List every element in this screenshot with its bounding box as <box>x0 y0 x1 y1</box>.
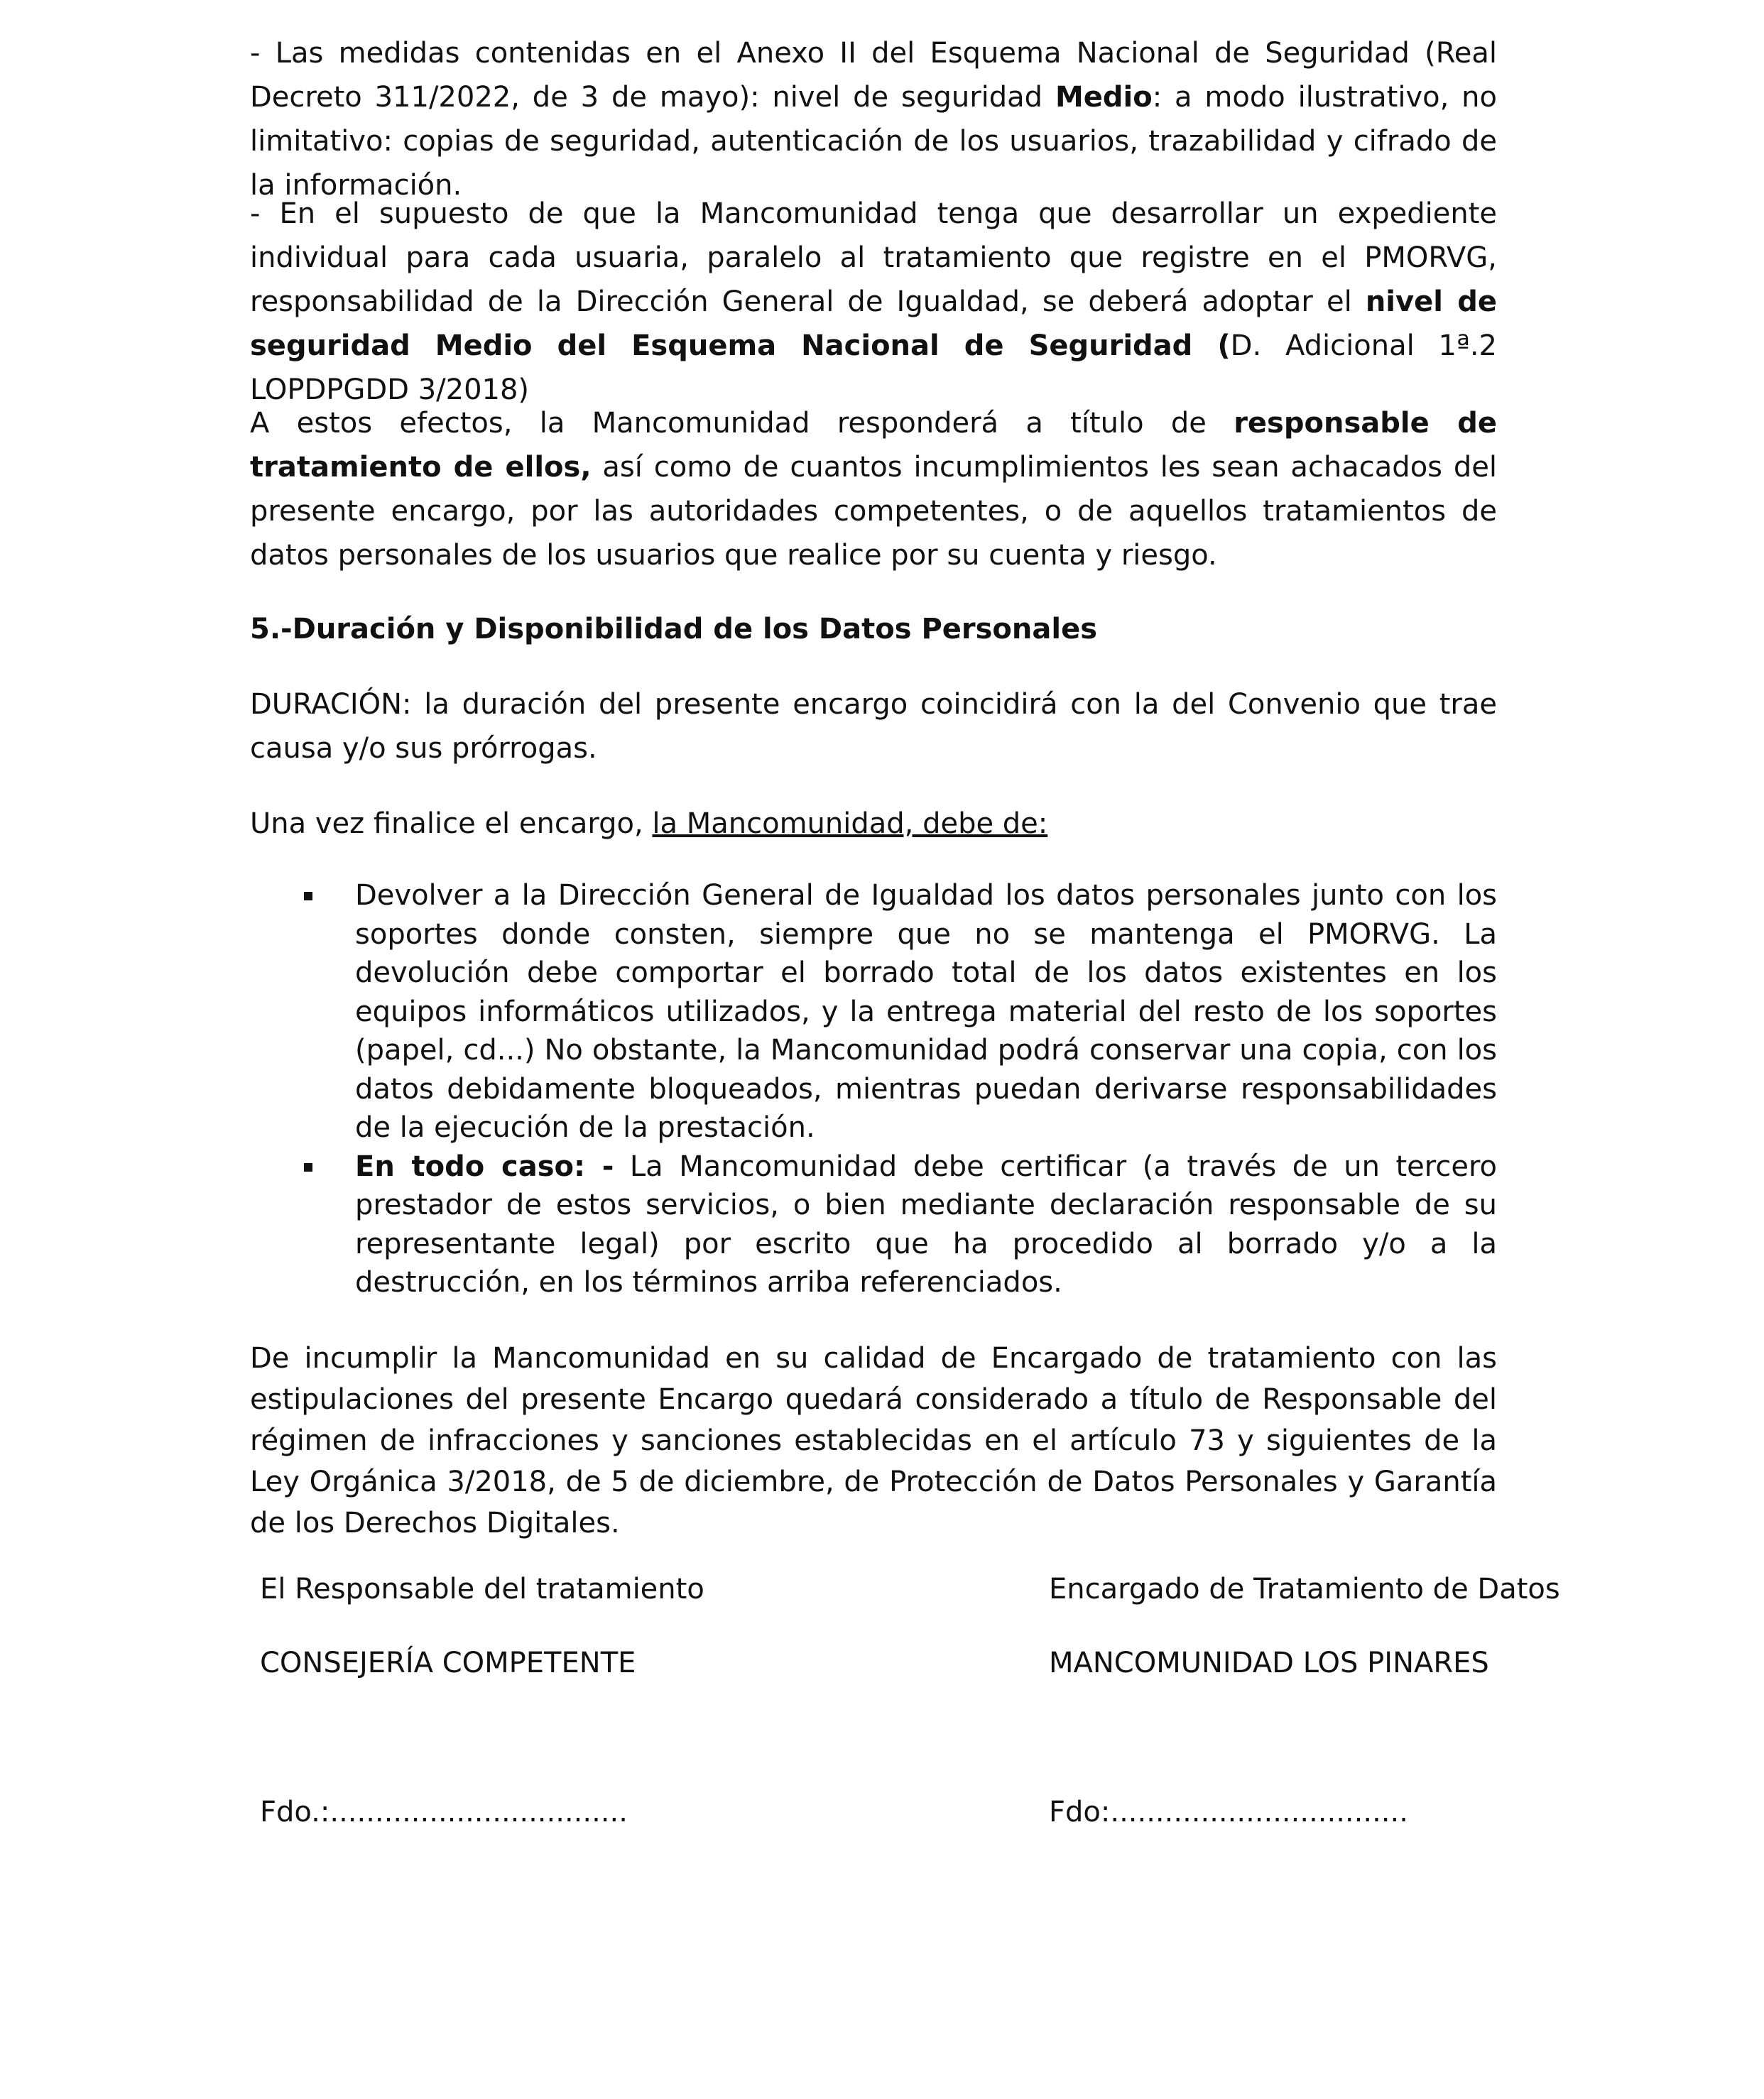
paragraph-breach: De incumplir la Mancomunidad en su calidad de Encargado de tratamiento con las estipulaciones del presente Encargo quedará considerado a título de Responsable del régimen de infracciones y sanciones establecidas en el artículo 73 y siguientes de la Ley Orgánica 3/2018, de 5 de diciembre, de Protección de Datos Personales y Garantía de los Derechos Digitales. <box>250 1342 1497 1539</box>
paragraph-responsibility: A estos efectos, la Mancomunidad responderá a título de responsable de tratamiento de ellos, así como de cuantos incumplimientos les sean achacados del presente encargo, por las autoridades competentes, o de aquellos tratamientos de datos personales de los usuarios que realice por su cuenta y riesgo. <box>250 407 1498 572</box>
obligations-list <box>250 876 1497 1302</box>
paragraph-individual-file: - En el supuesto de que la Mancomunidad tenga que desarrollar un expediente individual para cada usuaria, paralelo al tratamiento que registre en el PMORVG, responsabilidad de la Dirección General de Igualdad, se deberá adoptar el nivel de seguridad Medio del Esquema Nacional de Seguridad (D. Adicional 1ª.2 LOPDPGDD 3/2018) <box>250 197 1497 406</box>
list-item: En todo caso: - La Mancomunidad debe certificar (a través de un tercero prestador de estos servicios, o bien mediante declaración responsable de su representante legal) por escrito que ha procedido al borrado y/o a la destrucción, en los términos arriba referenciados. <box>250 1147 1497 1302</box>
section-heading: 5.-Duración y Disponibilidad de los Datos Personales <box>250 613 1098 645</box>
bullet-square-icon <box>304 892 312 900</box>
signature-left-entity: CONSEJERÍA COMPETENTE <box>260 1647 636 1679</box>
list-item: Devolver a la Dirección General de Igualdad los datos personales junto con los soportes donde consten, siempre que no se mantenga el PMORVG. La devolución debe comportar el borrado total de los datos existentes en los equipos informáticos utilizados, y la entrega material del resto de los soportes (papel, cd...) No obstante, la Mancomunidad podrá conservar una copia, con los datos debidamente bloqueados, mientras puedan derivarse responsabilidades de la ejecución de la prestación. <box>250 876 1497 1147</box>
bullet-square-icon <box>304 1163 312 1172</box>
signature-left-line: Fdo.:................................. <box>260 1796 628 1828</box>
signature-left-role: El Responsable del tratamiento <box>260 1573 704 1605</box>
paragraph-security-measures: - Las medidas contenidas en el Anexo II del Esquema Nacional de Seguridad (Real Decreto 311/2022, de 3 de mayo): nivel de seguridad Medio: a modo ilustrativo, no limitativo: copias de seguridad, autenticación de los usuarios, trazabilidad y cifrado de la información. <box>250 37 1498 202</box>
paragraph-duration: DURACIÓN: la duración del presente encargo coincidirá con la del Convenio que trae causa y/o sus prórrogas. <box>250 688 1497 765</box>
signature-right-entity: MANCOMUNIDAD LOS PINARES <box>1049 1647 1489 1679</box>
signature-right-line: Fdo:................................. <box>1049 1796 1408 1828</box>
signature-right-role: Encargado de Tratamiento de Datos <box>1049 1573 1560 1605</box>
paragraph-end-of-assignment: Una vez finalice el encargo, la Mancomunidad, debe de: <box>250 807 1048 840</box>
